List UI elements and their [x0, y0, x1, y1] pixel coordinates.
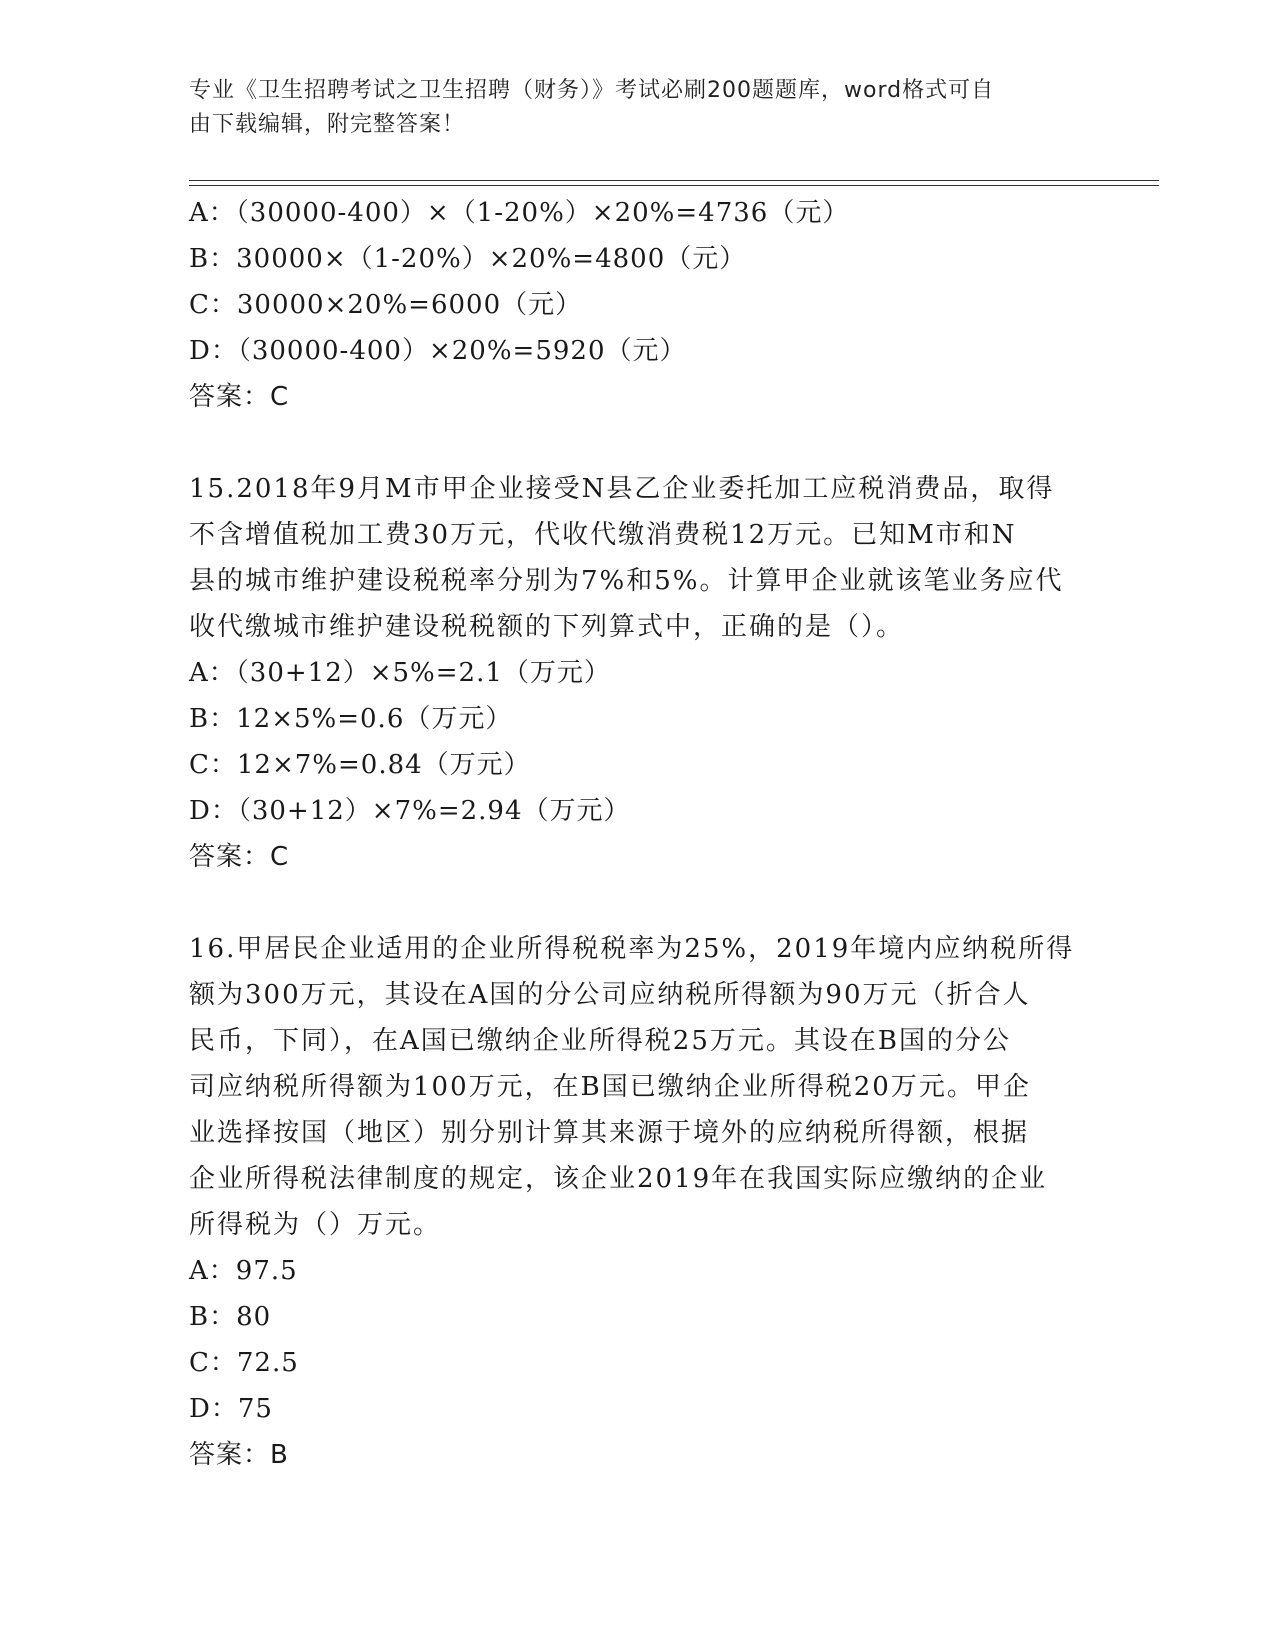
option-b: B：80: [189, 1302, 272, 1332]
stem-line: 额为300万元，其设在A国的分公司应纳税所得额为90万元（折合人: [189, 980, 1031, 1010]
option-c: C：30000×20%=6000（元）: [189, 290, 583, 320]
question-stem: [189, 466, 1089, 650]
stem-line: 收代缴城市维护建设税税额的下列算式中，正确的是（）。: [189, 612, 905, 642]
document-header: [189, 74, 1069, 142]
answer-line: 答案：C: [189, 842, 290, 872]
header-divider-bottom: [189, 185, 1159, 186]
option-d: D：（30+12）×7%=2.94（万元）: [189, 796, 631, 826]
option-a: A：（30000-400）×（1-20%）×20%=4736（元）: [189, 198, 850, 228]
option-b: B：30000×（1-20%）×20%=4800（元）: [189, 244, 747, 274]
option-c: C：72.5: [189, 1348, 299, 1378]
header-line-1: 专业《卫生招聘考试之卫生招聘（财务）》考试必刷200题题库，word格式可自: [189, 78, 995, 103]
document-body: [189, 190, 1089, 1478]
stem-line: 司应纳税所得额为100万元，在B国已缴纳企业所得税20万元。甲企: [189, 1072, 1031, 1102]
stem-line: 不含增值税加工费30万元，代收代缴消费税12万元。已知M市和N: [189, 520, 1017, 550]
stem-line: 业选择按国（地区）别分别计算其来源于境外的应纳税所得额，根据: [189, 1118, 1030, 1148]
answer-line: 答案：B: [189, 1440, 289, 1470]
option-c: C：12×7%=0.84（万元）: [189, 750, 531, 780]
stem-line: 所得税为（）万元。: [189, 1210, 442, 1240]
question-stem: [189, 926, 1089, 1248]
answer-line: 答案：C: [189, 382, 290, 412]
option-a: A：97.5: [189, 1256, 298, 1286]
header-line-2: 由下载编辑，附完整答案！: [189, 112, 466, 137]
option-d: D：75: [189, 1394, 273, 1424]
stem-line: 16.甲居民企业适用的企业所得税税率为25%，2019年境内应纳税所得: [189, 934, 1075, 964]
header-divider-top: [189, 180, 1159, 181]
question-14: [189, 190, 1089, 420]
stem-line: 民币，下同），在A国已缴纳企业所得税25万元。其设在B国的分公: [189, 1026, 1011, 1056]
option-d: D：（30000-400）×20%=5920（元）: [189, 336, 687, 366]
option-a: A：（30+12）×5%=2.1（万元）: [189, 658, 611, 688]
option-b: B：12×5%=0.6（万元）: [189, 704, 513, 734]
stem-line: 企业所得税法律制度的规定，该企业2019年在我国实际应缴纳的企业: [189, 1164, 1048, 1194]
question-spacer: [189, 880, 1089, 926]
stem-line: 15.2018年9月M市甲企业接受N县乙企业委托加工应税消费品，取得: [189, 474, 1055, 504]
question-spacer: [189, 420, 1089, 466]
stem-line: 县的城市维护建设税税率分别为7%和5%。计算甲企业就该笔业务应代: [189, 566, 1064, 596]
question-15: [189, 466, 1089, 880]
question-16: [189, 926, 1089, 1478]
